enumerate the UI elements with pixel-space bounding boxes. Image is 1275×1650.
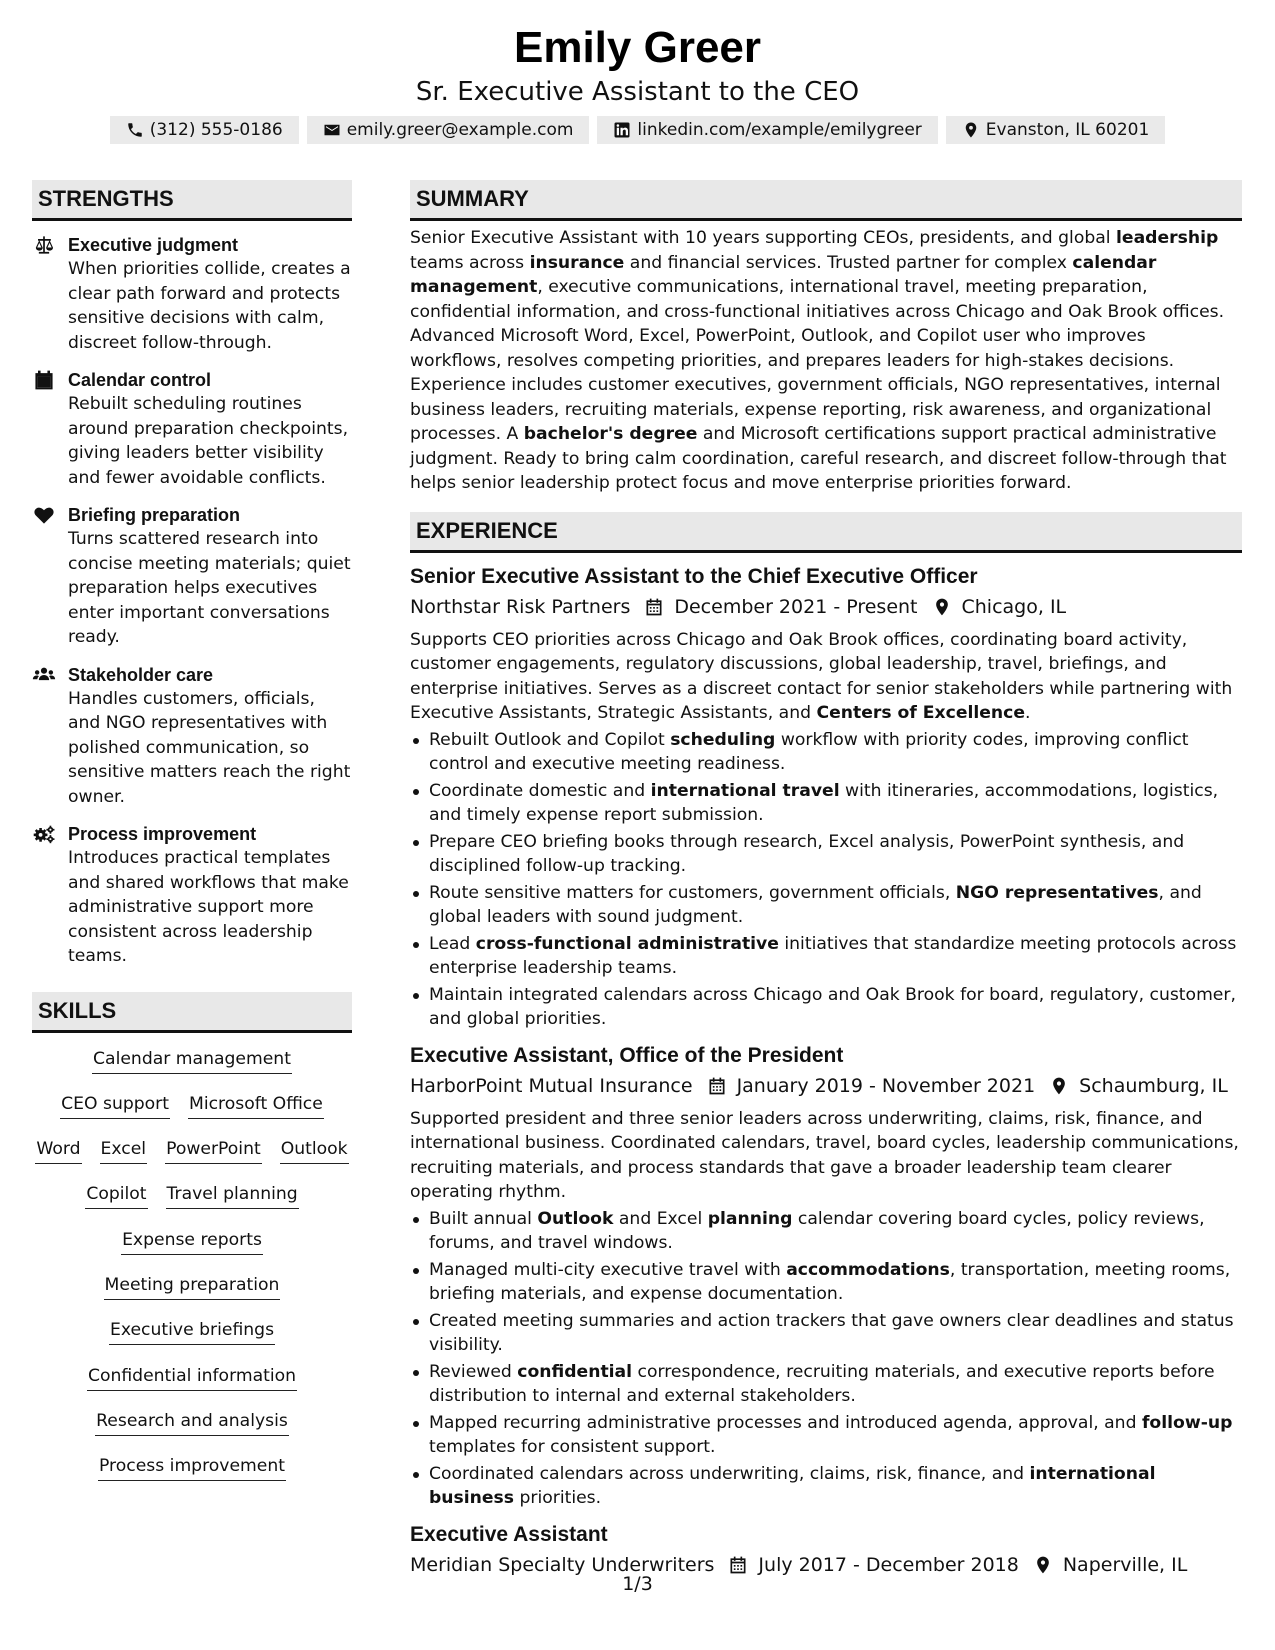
email-text: emily.greer@example.com xyxy=(346,120,574,140)
strength-title: Executive judgment xyxy=(68,235,239,255)
skill-tag: PowerPoint xyxy=(165,1137,262,1164)
skill-tag: Outlook xyxy=(280,1137,349,1164)
skill-tag: Excel xyxy=(100,1137,148,1164)
heart-icon xyxy=(32,505,56,525)
emphasis-text: insurance xyxy=(529,252,625,273)
strength-item xyxy=(32,663,352,810)
emphasis-text: calendar management xyxy=(410,252,1157,297)
bullet-item: Route sensitive matters for customers, government officials, NGO representatives, and global leaders with sound judgment. xyxy=(410,881,1242,930)
strength-item xyxy=(32,368,352,490)
candidate-name: Emily Greer xyxy=(513,23,762,72)
scale-icon xyxy=(32,235,56,255)
contact-email[interactable] xyxy=(307,116,590,144)
strengths-heading: STRENGTHS xyxy=(32,180,352,221)
envelope-icon xyxy=(323,121,341,139)
emphasis-text: cross-functional administrative xyxy=(475,933,779,954)
phone-icon xyxy=(126,121,144,139)
strength-title: Briefing preparation xyxy=(68,505,241,525)
emphasis-text: Centers of Excellence xyxy=(816,703,1026,723)
job-description: Supports CEO priorities across Chicago and Oak Brook offices, coordinating board activity, customer engagements, regulatory discussions, global leadership, travel, briefings, and enterprise initiatives. Serves as a discreet contact for senior stakeholders while partnering with Executive Assistants, Strategic Assistants, and Centers of Excellence. xyxy=(410,629,1233,723)
skill-tag: Process improvement xyxy=(98,1454,286,1481)
calendar-icon xyxy=(644,597,664,617)
skill-row xyxy=(32,1047,352,1092)
emphasis-text: planning xyxy=(707,1208,793,1229)
skill-tag: Travel planning xyxy=(166,1182,299,1209)
calendar-icon xyxy=(728,1555,748,1575)
job-location: Naperville, IL xyxy=(1062,1553,1188,1576)
bullet-item: Mapped recurring administrative processes and introduced agenda, approval, and follow-up templates for consistent support. xyxy=(410,1411,1242,1460)
emphasis-text: NGO representatives xyxy=(955,882,1159,903)
bullet-item: Prepare CEO briefing books through research, Excel analysis, PowerPoint synthesis, and disciplined follow-up tracking. xyxy=(410,830,1242,879)
strength-text: Turns scattered research into concise meeting materials; quiet preparation helps executives enter important conversations ready. xyxy=(68,529,351,647)
job-title: Executive Assistant xyxy=(410,1522,608,1546)
skill-tag: CEO support xyxy=(60,1092,170,1119)
summary-heading: SUMMARY xyxy=(410,180,1242,221)
job-location: Schaumburg, IL xyxy=(1079,1074,1228,1097)
skill-tag: Microsoft Office xyxy=(188,1092,324,1119)
strength-item xyxy=(32,822,352,969)
gears-icon xyxy=(32,824,56,844)
bullet-item: Rebuilt Outlook and Copilot scheduling workflow with priority codes, improving conflict control and executive meeting readiness. xyxy=(410,728,1242,777)
job-meta xyxy=(410,1073,1242,1099)
strength-text: Introduces practical templates and shared workflows that make administrative support more consistent across leadership teams. xyxy=(68,848,349,966)
strength-text: When priorities collide, creates a clear path forward and protects sensitive decisions with calm, discreet follow-through. xyxy=(68,259,351,353)
skills-heading: SKILLS xyxy=(32,992,352,1033)
strength-title: Process improvement xyxy=(68,824,257,844)
users-icon xyxy=(32,665,56,685)
phone-text: (312) 555-0186 xyxy=(149,120,283,140)
candidate-role: Sr. Executive Assistant to the CEO xyxy=(415,77,860,107)
skills-list xyxy=(32,1033,352,1500)
job-dates: December 2021 - Present xyxy=(674,595,918,618)
job-dates: July 2017 - December 2018 xyxy=(758,1553,1019,1576)
contact-bar xyxy=(0,116,1275,144)
skill-row xyxy=(32,1364,352,1409)
job-bullets xyxy=(410,728,1242,1032)
summary-text: Senior Executive Assistant with 10 years supporting CEOs, presidents, and global leadership teams across insurance and financial services. Trusted partner for complex calendar management, executive communications, international travel, meeting preparation, confidential information, and cross-functional initiatives across Chicago and Oak Brook offices. Advanced Microsoft Word, Excel, PowerPoint, Outlook, and Copilot user who improves workflows, resolves competing priorities, and prepares leaders for high-stakes decisions. Experience includes customer executives, government officials, NGO representatives, internal business leaders, recruiting materials, expense reporting, risk awareness, and organizational processes. A bachelor's degree and Microsoft certifications support practical administrative judgment. Ready to bring calm coordination, careful research, and discreet follow-through that helps senior leadership protect focus and move enterprise priorities forward. xyxy=(410,228,1227,493)
location-text: Evanston, IL 60201 xyxy=(985,120,1150,140)
strength-text: Handles customers, officials, and NGO representatives with polished communication, so sensitive matters reach the right owner. xyxy=(68,688,351,807)
job-location: Chicago, IL xyxy=(961,595,1067,618)
bullet-item: Coordinated calendars across underwriting, claims, risk, finance, and international business priorities. xyxy=(410,1462,1242,1511)
strength-item xyxy=(32,503,352,650)
emphasis-text: scheduling xyxy=(670,729,776,750)
skill-row xyxy=(32,1409,352,1454)
resume-header xyxy=(0,22,1275,144)
skill-row xyxy=(32,1182,352,1227)
emphasis-text: Outlook xyxy=(537,1208,614,1229)
contact-phone[interactable] xyxy=(110,116,299,144)
strength-title: Calendar control xyxy=(68,370,212,390)
bullet-item: Created meeting summaries and action trackers that gave owners clear deadlines and status visibility. xyxy=(410,1309,1242,1358)
bullet-item: Coordinate domestic and international travel with itineraries, accommodations, logistics, and timely expense report submission. xyxy=(410,779,1242,828)
skill-tag: Calendar management xyxy=(92,1047,292,1074)
emphasis-text: follow-up xyxy=(1141,1412,1233,1433)
job-description: Supported president and three senior leaders across underwriting, claims, risk, finance, and international business. Coordinated calendars, travel, board cycles, leadership communications, recruiting materials, and process standards that gave a broader leadership team clearer operating rhythm. xyxy=(410,1108,1239,1202)
skill-tag: Copilot xyxy=(85,1182,147,1209)
emphasis-text: confidential xyxy=(517,1361,633,1382)
page-number: 1/3 xyxy=(622,1573,653,1595)
job-bullets xyxy=(410,1207,1242,1511)
skill-tag: Expense reports xyxy=(121,1228,263,1255)
bullet-item: Lead cross-functional administrative initiatives that standardize meeting protocols across enterprise leadership teams. xyxy=(410,932,1242,981)
calendar-icon xyxy=(32,370,56,390)
emphasis-text: international travel xyxy=(650,780,840,801)
contact-location xyxy=(946,116,1165,144)
emphasis-text: international business xyxy=(429,1463,1156,1508)
skill-row xyxy=(32,1454,352,1499)
job-entry xyxy=(410,1521,1242,1578)
job-entry xyxy=(410,1042,1242,1511)
bullet-item: Built annual Outlook and Excel planning calendar covering board cycles, policy reviews, forums, and travel windows. xyxy=(410,1207,1242,1256)
map-pin-icon xyxy=(962,121,980,139)
emphasis-text: accommodations xyxy=(786,1259,950,1280)
bullet-item: Managed multi-city executive travel with accommodations, transportation, meeting rooms, briefing materials, and expense documentation. xyxy=(410,1258,1242,1307)
linkedin-icon xyxy=(613,121,631,139)
skill-row xyxy=(32,1228,352,1273)
map-pin-icon xyxy=(932,597,952,617)
strength-title: Stakeholder care xyxy=(68,664,214,685)
emphasis-text: leadership xyxy=(1116,228,1219,248)
left-column xyxy=(32,180,352,1499)
skill-tag: Research and analysis xyxy=(95,1409,289,1436)
strengths-list xyxy=(32,221,352,969)
skill-row xyxy=(32,1318,352,1363)
skill-row xyxy=(32,1273,352,1318)
experience-heading: EXPERIENCE xyxy=(410,512,1242,553)
bullet-item: Maintain integrated calendars across Chicago and Oak Brook for board, regulatory, customer, and global priorities. xyxy=(410,983,1242,1032)
contact-linkedin[interactable] xyxy=(597,116,937,144)
job-entry xyxy=(410,563,1242,1032)
skill-row xyxy=(32,1092,352,1137)
job-company: Northstar Risk Partners xyxy=(410,595,631,618)
strength-item xyxy=(32,233,352,355)
job-company: HarborPoint Mutual Insurance xyxy=(410,1074,693,1097)
skill-tag: Word xyxy=(35,1137,81,1164)
skill-tag: Confidential information xyxy=(87,1364,297,1391)
strength-text: Rebuilt scheduling routines around preparation checkpoints, giving leaders better visibility and fewer avoidable conflicts. xyxy=(68,394,349,488)
job-company: Meridian Specialty Underwriters xyxy=(410,1553,715,1576)
map-pin-icon xyxy=(1049,1076,1069,1096)
linkedin-text: linkedin.com/example/emilygreer xyxy=(637,120,922,140)
job-title: Executive Assistant, Office of the President xyxy=(410,1043,844,1067)
emphasis-text: bachelor's degree xyxy=(523,424,698,444)
bullet-item: Reviewed confidential correspondence, recruiting materials, and executive reports before distribution to internal and external stakeholders. xyxy=(410,1360,1242,1409)
calendar-icon xyxy=(707,1076,727,1096)
job-title: Senior Executive Assistant to the Chief Executive Officer xyxy=(410,564,978,588)
skill-tag: Executive briefings xyxy=(109,1318,275,1345)
skill-row xyxy=(32,1137,352,1182)
map-pin-icon xyxy=(1033,1555,1053,1575)
job-meta xyxy=(410,594,1242,620)
right-column xyxy=(410,180,1242,1578)
experience-list xyxy=(410,563,1242,1578)
skill-tag: Meeting preparation xyxy=(104,1273,281,1300)
job-dates: January 2019 - November 2021 xyxy=(736,1074,1036,1097)
